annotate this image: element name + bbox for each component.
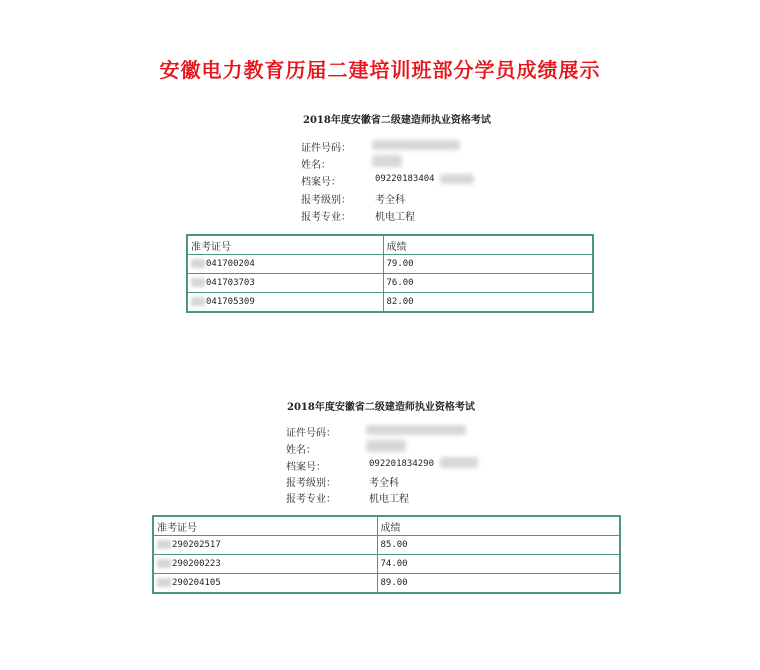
redacted-archive-suffix	[440, 457, 478, 468]
exam-level-value: 考全科	[375, 195, 405, 206]
redacted-id-number	[372, 140, 460, 150]
score-cell: 89.00	[377, 574, 620, 594]
name-label: 姓名：	[301, 160, 331, 171]
archive-number-label: 档案号：	[301, 177, 341, 188]
redacted-archive-suffix	[440, 174, 474, 184]
ticket-header: 准考证号	[153, 516, 377, 536]
ticket-number: 041705309	[206, 297, 255, 307]
redacted-prefix	[157, 578, 171, 587]
ticket-cell	[187, 255, 383, 274]
ticket-header: 准考证号	[187, 235, 383, 255]
score-cell: 76.00	[383, 274, 593, 293]
score-cell: 74.00	[377, 555, 620, 574]
id-number-label: 证件号码：	[286, 428, 336, 439]
score-cell: 79.00	[383, 255, 593, 274]
table-row	[153, 574, 620, 594]
redacted-prefix	[157, 540, 171, 549]
ticket-number: 290202517	[172, 540, 221, 550]
ticket-cell	[187, 293, 383, 313]
exam-title: 2018年度安徽省二级建造师执业资格考试	[303, 115, 491, 126]
archive-number-value: 092201834290	[369, 459, 435, 469]
score-cell: 82.00	[383, 293, 593, 313]
name-label: 姓名：	[286, 445, 316, 456]
redacted-name	[372, 155, 402, 167]
redacted-prefix	[191, 297, 205, 306]
table-row	[187, 293, 593, 313]
table-row	[187, 274, 593, 293]
ticket-number: 041703703	[206, 278, 255, 288]
table-row	[187, 255, 593, 274]
exam-level-label: 报考级别：	[301, 195, 351, 206]
score-table	[152, 515, 621, 594]
exam-major-label: 报考专业：	[286, 494, 336, 505]
score-table	[186, 234, 594, 313]
redacted-prefix	[157, 559, 171, 568]
table-header-row	[187, 235, 593, 255]
ticket-cell	[187, 274, 383, 293]
table-header-row	[153, 516, 620, 536]
redacted-name	[366, 440, 406, 452]
exam-level-value: 考全科	[369, 478, 399, 489]
exam-major-label: 报考专业：	[301, 212, 351, 223]
score-header: 成绩	[383, 235, 593, 255]
redacted-prefix	[191, 278, 205, 287]
exam-major-value: 机电工程	[369, 494, 409, 505]
ticket-number: 041700204	[206, 259, 255, 269]
table-row	[153, 536, 620, 555]
archive-number-label: 档案号：	[286, 462, 326, 473]
score-header: 成绩	[377, 516, 620, 536]
ticket-cell	[153, 536, 377, 555]
score-cell: 85.00	[377, 536, 620, 555]
ticket-number: 290200223	[172, 559, 221, 569]
id-number-label: 证件号码：	[301, 143, 351, 154]
exam-level-label: 报考级别：	[286, 478, 336, 489]
exam-title: 2018年度安徽省二级建造师执业资格考试	[287, 402, 475, 413]
ticket-cell	[153, 574, 377, 594]
redacted-prefix	[191, 259, 205, 268]
ticket-number: 290204105	[172, 578, 221, 588]
page-headline: 安徽电力教育历届二建培训班部分学员成绩展示	[159, 58, 601, 82]
archive-number-value: 09220183404	[375, 174, 435, 184]
redacted-id-number	[366, 425, 466, 435]
exam-major-value: 机电工程	[375, 212, 415, 223]
ticket-cell	[153, 555, 377, 574]
table-row	[153, 555, 620, 574]
